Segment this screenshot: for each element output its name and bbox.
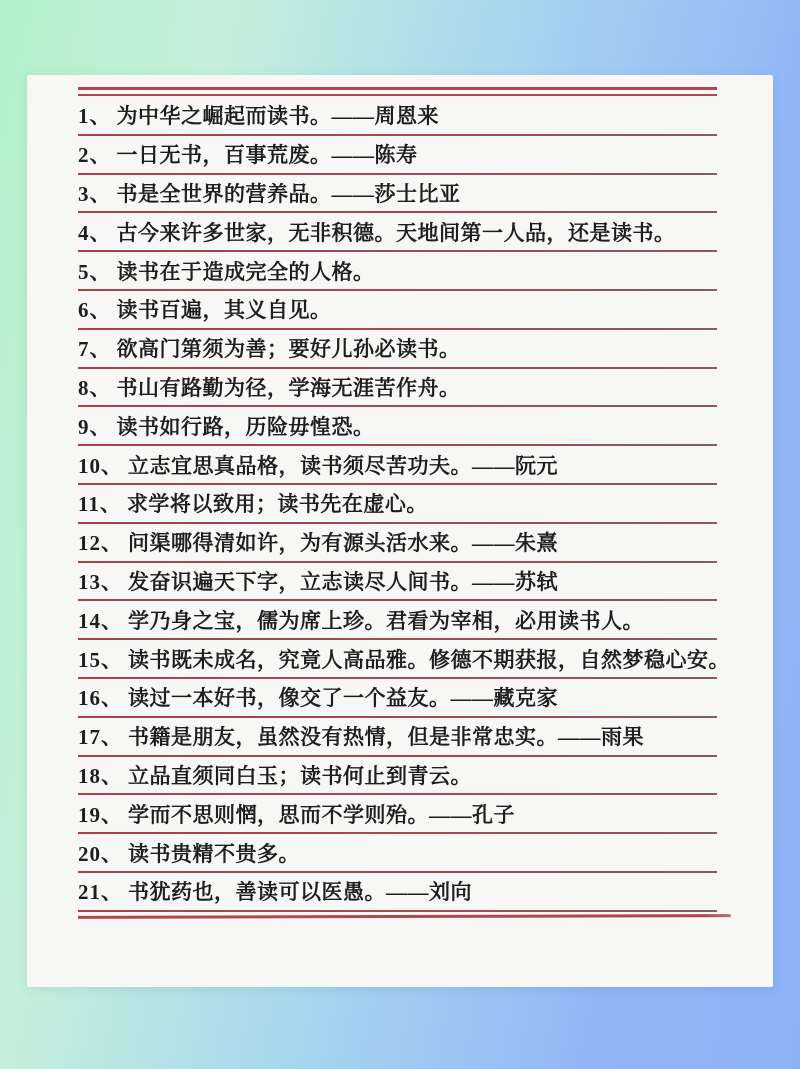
quote-number: 20、 xyxy=(78,841,123,866)
quote-row-9 xyxy=(78,407,717,446)
quote-row-18 xyxy=(78,757,717,796)
quote-text: 书是全世界的营养品。——莎士比亚 xyxy=(116,181,461,206)
quote-row-6 xyxy=(78,291,717,330)
quote-number: 17、 xyxy=(78,725,123,750)
quote-text: 学而不思则惘，思而不学则殆。——孔子 xyxy=(128,802,515,827)
quote-number: 8、 xyxy=(78,375,112,400)
quote-row-4 xyxy=(78,213,717,252)
quote-number: 19、 xyxy=(78,802,123,827)
quote-number: 14、 xyxy=(78,608,123,633)
quote-row-5 xyxy=(78,252,717,291)
quote-text: 读过一本好书，像交了一个益友。——藏克家 xyxy=(128,686,558,711)
quote-row-21 xyxy=(78,873,717,912)
quote-row-12 xyxy=(78,524,717,563)
quote-row-13 xyxy=(78,563,717,602)
quote-list xyxy=(78,97,730,912)
quote-number: 7、 xyxy=(78,337,112,362)
quote-row-17 xyxy=(78,718,717,757)
quote-row-16 xyxy=(78,679,717,718)
quote-number: 3、 xyxy=(78,181,112,206)
quote-text: 发奋识遍天下字，立志读尽人间书。——苏轼 xyxy=(128,569,558,594)
quote-text: 读书既未成名，究竟人高品雅。修德不期获报，自然梦稳心安。 xyxy=(128,647,730,672)
quote-number: 15、 xyxy=(78,647,123,672)
quote-number: 13、 xyxy=(78,569,123,594)
quote-number: 11、 xyxy=(78,492,122,517)
quote-text: 求学将以致用；读书先在虚心。 xyxy=(126,492,428,517)
quote-text: 为中华之崛起而读书。——周恩来 xyxy=(116,104,439,129)
quote-text: 学乃身之宝，儒为席上珍。君看为宰相，必用读书人。 xyxy=(128,608,644,633)
quote-row-3 xyxy=(78,175,717,214)
quote-text: 读书在于造成完全的人格。 xyxy=(116,259,375,284)
quote-number: 21、 xyxy=(78,880,123,905)
quote-row-14 xyxy=(78,601,717,640)
quote-text: 古今来许多世家，无非积德。天地间第一人品，还是读书。 xyxy=(116,220,676,245)
quote-number: 18、 xyxy=(78,763,123,788)
quote-number: 6、 xyxy=(78,298,112,323)
quote-text: 读书贵精不贵多。 xyxy=(128,841,300,866)
quote-text: 读书如行路，历险毋惶恐。 xyxy=(116,414,375,439)
quote-row-15 xyxy=(78,640,730,679)
quote-number: 4、 xyxy=(78,220,112,245)
quote-text: 立品直须同白玉；读书何止到青云。 xyxy=(128,763,472,788)
bottom-double-rule xyxy=(78,914,731,919)
quote-number: 5、 xyxy=(78,259,112,284)
quote-row-11 xyxy=(78,485,717,524)
quote-text: 问渠哪得清如许，为有源头活水来。——朱熹 xyxy=(128,531,558,556)
quote-row-7 xyxy=(78,330,717,369)
quote-text: 书籍是朋友，虽然没有热情，但是非常忠实。——雨果 xyxy=(128,725,644,750)
quote-text: 读书百遍，其义自见。 xyxy=(116,298,332,323)
quote-number: 12、 xyxy=(78,531,123,556)
quote-card xyxy=(27,75,773,987)
quote-number: 9、 xyxy=(78,414,112,439)
quote-text: 书犹药也，善读可以医愚。——刘向 xyxy=(128,880,472,905)
quote-row-1 xyxy=(78,97,717,136)
quote-number: 1、 xyxy=(78,104,112,129)
quote-number: 16、 xyxy=(78,686,123,711)
quote-row-8 xyxy=(78,369,717,408)
quote-text: 一日无书，百事荒废。——陈寿 xyxy=(116,143,418,168)
quote-text: 欲高门第须为善；要好儿孙必读书。 xyxy=(116,337,461,362)
top-double-rule xyxy=(78,87,717,96)
quote-row-2 xyxy=(78,136,717,175)
quote-row-20 xyxy=(78,834,717,873)
quote-number: 2、 xyxy=(78,143,112,168)
quote-number: 10、 xyxy=(78,453,123,478)
quote-row-19 xyxy=(78,795,717,834)
quote-text: 立志宜思真品格，读书须尽苦功夫。——阮元 xyxy=(128,453,558,478)
quote-row-10 xyxy=(78,446,717,485)
quote-text: 书山有路勤为径，学海无涯苦作舟。 xyxy=(116,375,461,400)
